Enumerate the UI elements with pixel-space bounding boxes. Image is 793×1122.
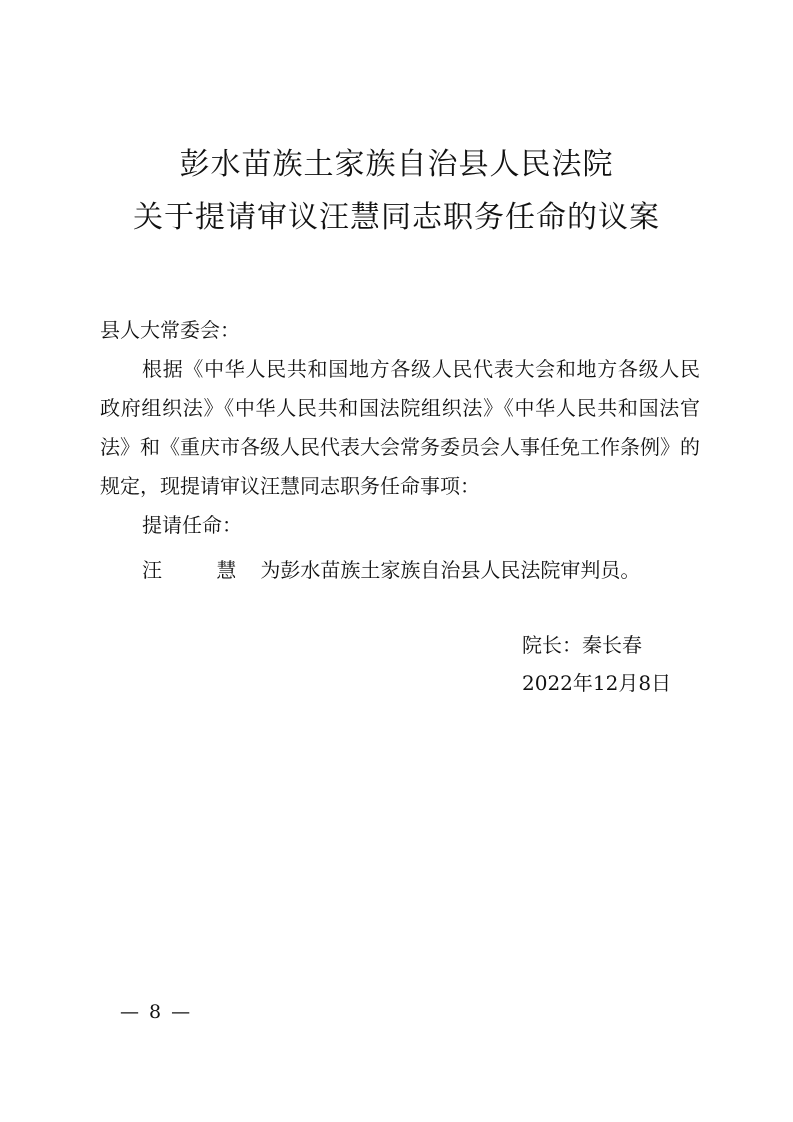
addressee: 县人大常委会： xyxy=(100,318,240,342)
appointment-position: 为彭水苗族土家族自治县人民法院审判员。 xyxy=(260,558,641,582)
signature: 院长：秦长春 xyxy=(522,633,642,657)
appointee-name: 汪 慧 xyxy=(142,558,261,582)
document-title-line-2: 关于提请审议汪慧同志职务任命的议案 xyxy=(133,200,660,235)
appointment-detail xyxy=(142,552,640,588)
page-number: — 8 — xyxy=(120,1001,193,1023)
body-paragraph: 根据《中华人民共和国地方各级人民代表大会和地方各级人民政府组织法》《中华人民共和国法院组织法》《中华人民共和国法官法》和《重庆市各级人民代表大会常务委员会人事任免工作条例》的规定，现提请审议汪慧同志职务任命事项： xyxy=(100,357,700,498)
appointment-label: 提请任命： xyxy=(142,513,242,537)
document-title-line-1: 彭水苗族土家族自治县人民法院 xyxy=(179,147,614,182)
document-date: 2022年12月8日 xyxy=(522,671,672,695)
